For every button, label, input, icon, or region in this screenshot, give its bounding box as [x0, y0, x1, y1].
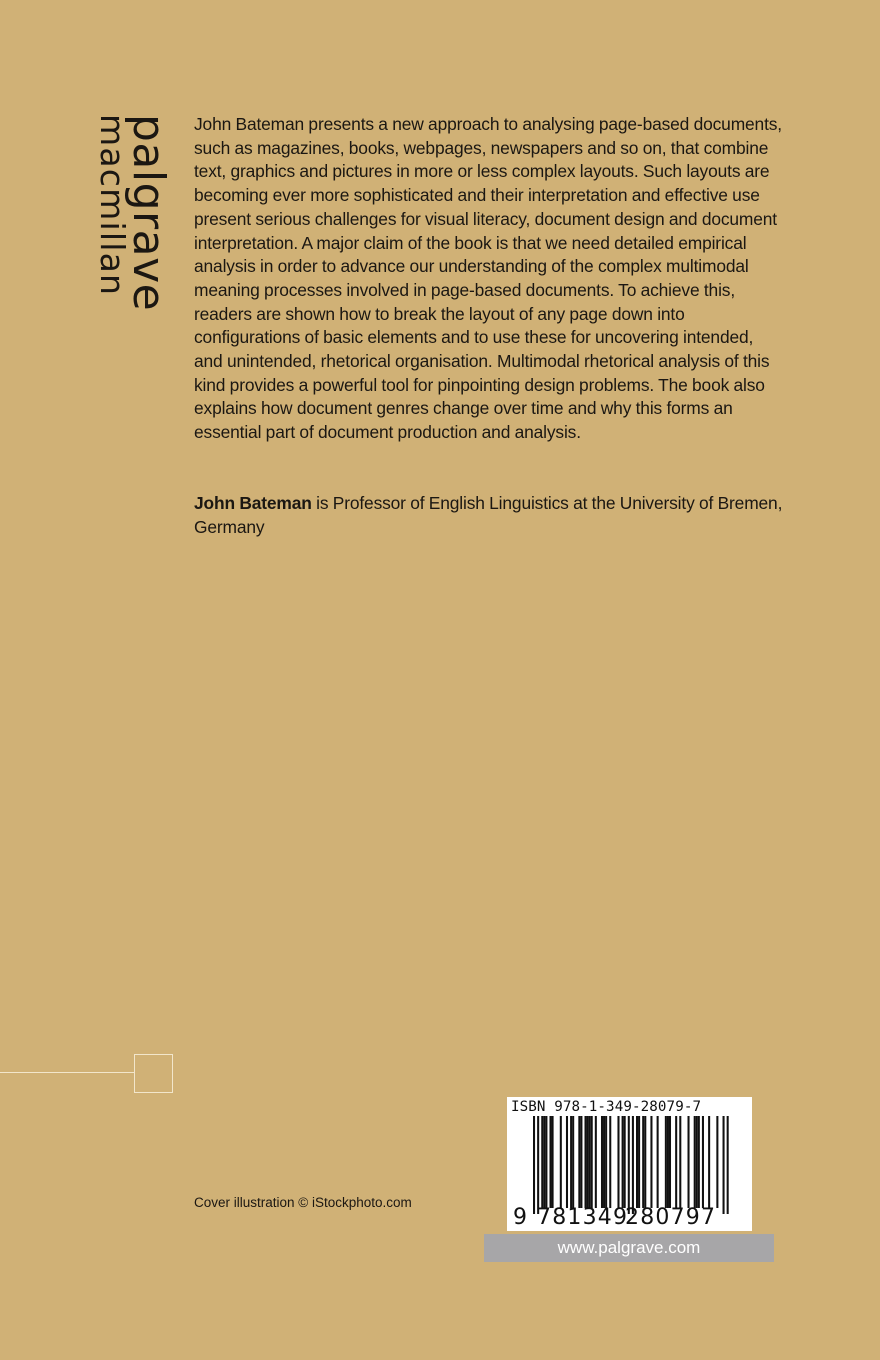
barcode-bar: [636, 1116, 638, 1208]
book-blurb: [194, 113, 784, 445]
barcode-bar: [595, 1116, 597, 1208]
barcode-bar: [624, 1116, 626, 1208]
barcode-bar: [549, 1116, 551, 1208]
barcode-bar: [698, 1116, 700, 1208]
publisher-logo-name: palgrave: [123, 114, 174, 312]
barcode-bar: [657, 1116, 659, 1208]
barcode-bar: [580, 1116, 582, 1208]
barcode-bar: [572, 1116, 574, 1208]
barcode-bar: [560, 1116, 562, 1208]
barcode-bar: [609, 1116, 611, 1208]
barcode-bar: [587, 1116, 589, 1208]
author-bio: [194, 492, 784, 539]
barcode-bar: [669, 1116, 671, 1208]
decorative-line: [0, 1072, 135, 1073]
barcode-bar: [578, 1116, 580, 1208]
isbn-barcode: [507, 1097, 752, 1231]
publisher-logo: [93, 114, 174, 312]
barcode-bar: [644, 1116, 646, 1208]
publisher-website[interactable]: www.palgrave.com: [484, 1234, 774, 1262]
barcode-digits-left: 781349: [537, 1205, 629, 1230]
barcode-bar: [537, 1116, 539, 1214]
cover-credit: Cover illustration © iStockphoto.com: [194, 1195, 412, 1210]
barcode-bar: [601, 1116, 603, 1208]
barcode-bar: [642, 1116, 644, 1208]
barcode-digits-right: 280797: [625, 1205, 717, 1230]
barcode-digits: [507, 1205, 752, 1231]
barcode-bar: [665, 1116, 667, 1208]
barcode-bar: [622, 1116, 624, 1208]
decorative-square: [134, 1054, 173, 1093]
barcode-bar: [723, 1116, 725, 1214]
barcode-bar: [552, 1116, 554, 1208]
publisher-logo-subname: macmillan: [93, 114, 132, 297]
barcode-bar: [675, 1116, 677, 1208]
barcode-bar: [650, 1116, 652, 1208]
barcode-bar: [696, 1116, 698, 1208]
isbn-label: ISBN 978-1-349-28079-7: [511, 1099, 702, 1115]
barcode-bar: [708, 1116, 710, 1208]
barcode-bar: [688, 1116, 690, 1208]
barcode-bar: [603, 1116, 605, 1208]
barcode-bar: [541, 1116, 543, 1208]
author-bio-text: is Professor of English Linguistics at the University of Bremen, Germany: [194, 493, 783, 537]
barcode-bar: [545, 1116, 547, 1208]
barcode-bar: [543, 1116, 545, 1208]
barcode-bar: [566, 1116, 568, 1208]
barcode-bar: [638, 1116, 640, 1208]
barcode-bar: [589, 1116, 591, 1208]
barcode-bar: [628, 1116, 630, 1214]
barcode-bar: [727, 1116, 729, 1214]
barcode-bar: [585, 1116, 587, 1208]
author-name: John Bateman: [194, 493, 312, 513]
barcode-bar: [605, 1116, 607, 1208]
barcode-bar: [570, 1116, 572, 1208]
barcode-digit-first: 9: [513, 1205, 527, 1230]
barcode-bar: [617, 1116, 619, 1208]
barcode-bar: [716, 1116, 718, 1208]
barcode-bar: [694, 1116, 696, 1208]
barcode-bar: [591, 1116, 593, 1208]
barcode-bar: [702, 1116, 704, 1208]
barcode-bar: [667, 1116, 669, 1208]
blurb-text: John Bateman presents a new approach to analysing page-based documents, such as magazines, books, webpages, newspapers and so on, that combine text, graphics and pictures in more or less complex layouts. Such layouts are becoming ever more sophisticated and their interpretation and effective use present serious challenges for visual literacy, document design and document interpretation. A major claim of the book is that we need detailed empirical analysis in order to advance our understanding of the complex multimodal meaning processes involved in page-based documents. To achieve this, readers are shown how to break the layout of any page down into configurations of basic elements and to use these for uncovering intended, and unintended, rhetorical organisation. Multimodal rhetorical analysis of this kind provides a powerful tool for pinpointing design problems. The book also explains how document genres change over time and why this forms an essential part of document production and analysis.: [194, 114, 782, 443]
barcode-bar: [533, 1116, 535, 1214]
barcode-bar: [679, 1116, 681, 1208]
barcode-bar: [632, 1116, 634, 1214]
